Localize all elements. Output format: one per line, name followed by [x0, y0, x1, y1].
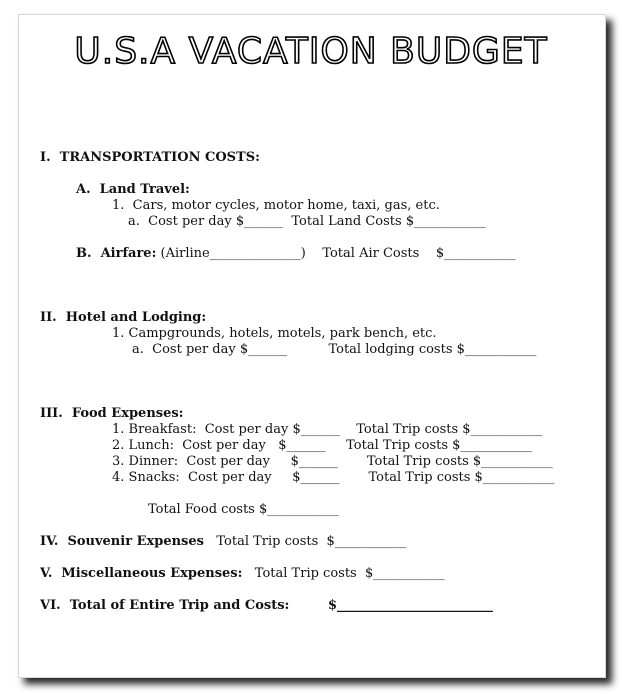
section-souvenir-heading: IV. Souvenir Expenses: [40, 534, 204, 549]
section-transportation-heading: I. TRANSPORTATION COSTS:: [40, 150, 260, 165]
hotel-cost-line: a. Cost per day $______ Total lodging costs $___________: [132, 342, 537, 357]
food-total-line: Total Food costs $___________: [148, 502, 339, 517]
souvenir-detail: Total Trip costs $___________: [203, 534, 407, 549]
section-misc-heading: V. Miscellaneous Expenses:: [40, 566, 243, 581]
section-food-heading: III. Food Expenses:: [40, 406, 184, 421]
airfare-heading: B. Airfare:: [76, 246, 157, 261]
land-travel-cost-line: a. Cost per day $______ Total Land Costs $___________: [128, 214, 486, 229]
land-travel-heading: A. Land Travel:: [76, 182, 190, 197]
hotel-item: 1. Campgrounds, hotels, motels, park bench, etc.: [112, 326, 437, 341]
food-item-lunch: 2. Lunch: Cost per day $______ Total Trip costs $___________: [112, 438, 532, 453]
souvenir-line: [40, 534, 406, 550]
food-item-snacks: 4. Snacks: Cost per day $______ Total Trip costs $___________: [112, 470, 555, 485]
section-total-heading: VI. Total of Entire Trip and Costs:: [40, 598, 290, 613]
section-hotel-heading: II. Hotel and Lodging:: [40, 310, 207, 325]
misc-detail: Total Trip costs $___________: [242, 566, 445, 581]
land-travel-item: 1. Cars, motor cycles, motor home, taxi, gas, etc.: [112, 198, 440, 213]
misc-line: [40, 566, 445, 582]
airfare-line: [76, 246, 516, 262]
airfare-detail: (Airline______________) Total Air Costs $___________: [156, 246, 516, 261]
food-item-breakfast: 1. Breakfast: Cost per day $______ Total Trip costs $___________: [112, 422, 543, 437]
page-title: U.S.A VACATION BUDGET: [74, 31, 548, 72]
grand-total-field: $________________________: [328, 598, 494, 613]
food-item-dinner: 3. Dinner: Cost per day $______ Total Trip costs $___________: [112, 454, 553, 469]
